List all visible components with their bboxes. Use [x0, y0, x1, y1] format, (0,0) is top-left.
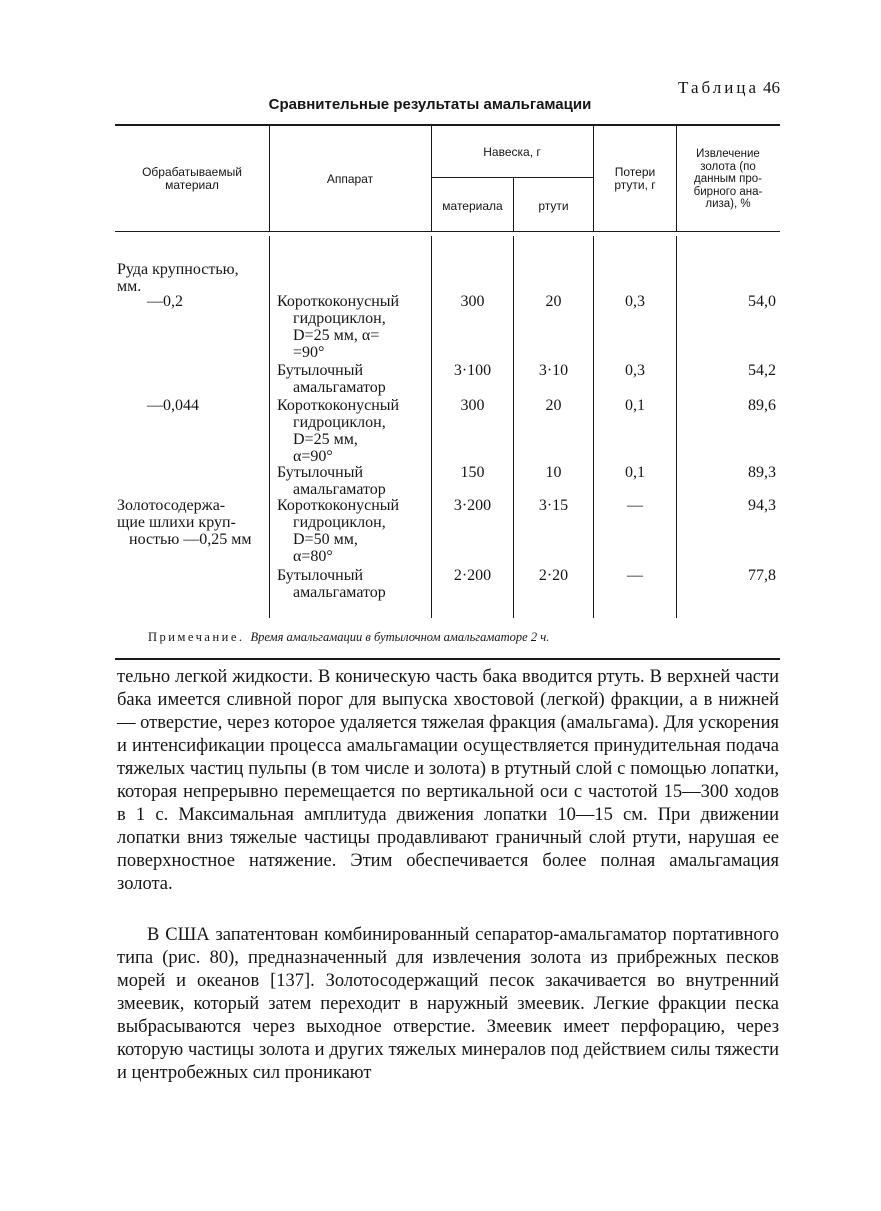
- column-divider: [513, 236, 514, 618]
- table-cell-mercury: 20: [545, 397, 562, 414]
- header-bottom-rule: [115, 231, 780, 232]
- table-bottom-rule: [115, 658, 780, 660]
- table-cell-recovery: 89,6: [748, 397, 776, 414]
- sample-header-rule: [431, 177, 593, 178]
- table-row-apparatus: Короткоконусный гидроциклон, D=25 мм, α= =90°: [277, 293, 400, 361]
- table-row-apparatus: Бутылочный амальгаматор: [277, 362, 386, 396]
- body-paragraph-1: тельно легкой жидкости. В коническую часть бака вводится ртуть. В верхней части бака имеется сливной порог для выпуска хвостовой (легкой) фракции, а в нижней — отверстие, через которое удаляется тяжелая фракция (амальгама). Для ускорения и интенсификации процесса амальгамации осуществляется принудительная подача тяжелых частиц пульпы (в том числе и золота) в ртутный слой с помощью лопатки, которая непрерывно перемещается по вертикальной оси с частотой 15—300 ходов в 1 с. Максимальная амплитуда движения лопатки 10—15 см. При движении лопатки вниз тяжелые частицы продавливают граничный слой ртути, нарушая ее поверхностное натяжение. Этим обеспечивается более полная амальгамация золота.: [117, 667, 779, 894]
- table-row-apparatus: Короткоконусный гидроциклон, D=25 мм, α=90°: [277, 397, 400, 465]
- table-title: Сравнительные результаты амальгамации: [268, 96, 592, 113]
- header-divider: [593, 126, 594, 232]
- header-material: Обрабатываемый материал: [142, 165, 242, 192]
- table-cell-mercury: 10: [545, 464, 562, 481]
- table-cell-recovery: 54,2: [748, 362, 776, 379]
- header-divider: [513, 178, 514, 232]
- header-apparatus: Аппарат: [326, 172, 374, 186]
- table-cell-mercury: 2·20: [538, 567, 569, 584]
- header-recovery: Извлечение золота (по данным про- бирного ана- лиза), %: [693, 148, 763, 210]
- table-cell-material: 300: [460, 397, 485, 414]
- table-cell-material: 150: [460, 464, 485, 481]
- table-cell-losses: —: [627, 497, 643, 514]
- column-divider: [593, 236, 594, 618]
- table-cell-mercury: 3·15: [538, 497, 569, 514]
- table-row-apparatus: Бутылочный амальгаматор: [277, 567, 386, 601]
- table-cell-recovery: 54,0: [748, 293, 776, 310]
- size-group-a: —0,2: [147, 293, 183, 310]
- header-sample-material: материала: [442, 199, 503, 213]
- header-divider: [676, 126, 677, 232]
- table-note: Примечание. Время амальгамации в бутылочном амальгаматоре 2 ч.: [148, 630, 550, 644]
- column-divider: [676, 236, 677, 618]
- table-cell-material: 3·100: [453, 362, 492, 379]
- column-divider: [269, 236, 270, 618]
- concentrate-group: Золотосодержа- щие шлихи круп- ностью —0,25 мм: [117, 497, 252, 548]
- body-paragraph-2: В США запатентован комбинированный сепаратор-амальгаматор портативного типа (рис. 80), предназначенный для извлечения золота из прибрежных песков морей и океанов [137]. Золотосодержащий песок закачивается во внутренний змеевик, который затем переходит в наружный змеевик. Легкие фракции песка выбрасываются через выходное отверстие. Змеевик имеет перфорацию, через которую частицы золота и других тяжелых минералов под действием силы тяжести и центробежных сил проникают: [117, 925, 779, 1083]
- header-divider: [269, 126, 270, 232]
- table-cell-mercury: 3·10: [538, 362, 569, 379]
- table-cell-losses: 0,3: [625, 362, 645, 379]
- header-sample: Навеска, г: [483, 145, 541, 159]
- table-number: Таблица 46: [678, 78, 780, 97]
- table-row-apparatus: Короткоконусный гидроциклон, D=50 мм, α=80°: [277, 497, 400, 565]
- size-group-b: —0,044: [147, 397, 199, 414]
- ore-heading: Руда крупностью, мм.: [117, 261, 239, 295]
- table-cell-recovery: 77,8: [748, 567, 776, 584]
- header-divider: [431, 126, 432, 232]
- table-cell-material: 3·200: [453, 497, 492, 514]
- table-cell-mercury: 20: [545, 293, 562, 310]
- table-top-rule: [115, 124, 780, 126]
- table-row-apparatus: Бутылочный амальгаматор: [277, 464, 386, 498]
- table-cell-losses: 0,3: [625, 293, 645, 310]
- header-losses: Потери ртути, г: [614, 165, 656, 192]
- table-cell-material: 300: [460, 293, 485, 310]
- header-sample-mercury: ртути: [538, 199, 569, 213]
- table-cell-losses: —: [627, 567, 643, 584]
- table-cell-material: 2·200: [453, 567, 492, 584]
- table-cell-recovery: 89,3: [748, 464, 776, 481]
- table-cell-losses: 0,1: [625, 464, 645, 481]
- column-divider: [431, 236, 432, 618]
- table-cell-recovery: 94,3: [748, 497, 776, 514]
- table-cell-losses: 0,1: [625, 397, 645, 414]
